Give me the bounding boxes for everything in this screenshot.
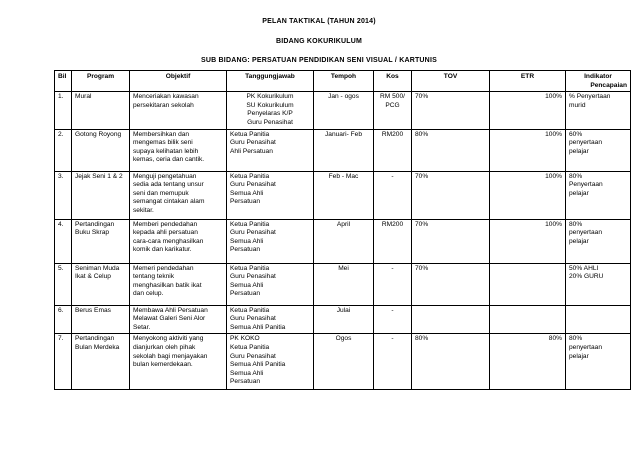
cell-indikator-line: pelajar xyxy=(569,237,589,245)
cell-bil xyxy=(55,263,72,305)
cell-objektif xyxy=(130,129,227,171)
cell-indikator-line: Penyertaan xyxy=(569,181,603,189)
cell-indikator-line: 80% xyxy=(569,335,583,343)
cell-indikator-line: pelajar xyxy=(569,189,589,197)
cell-tanggungjawab-line: PK Kokurikulum xyxy=(246,93,294,101)
col-header-indikator xyxy=(566,71,631,92)
cell-bil-line: 3. xyxy=(58,172,64,180)
cell-tanggungjawab-line: Persatuan xyxy=(230,198,261,206)
col-header-objektif: Objektif xyxy=(130,71,227,92)
cell-kos-line: RM200 xyxy=(381,220,404,228)
cell-bil-line: 1. xyxy=(58,93,64,101)
table-row xyxy=(55,263,631,305)
cell-tanggungjawab xyxy=(227,219,314,263)
cell-tanggungjawab-line: Guru Penasihat xyxy=(230,181,276,189)
cell-program xyxy=(72,263,130,305)
cell-tanggungjawab xyxy=(227,334,314,390)
col-header-program: Program xyxy=(72,71,130,92)
cell-tanggungjawab-line: Penyelaras K/P xyxy=(247,110,293,118)
cell-bil xyxy=(55,219,72,263)
cell-bil xyxy=(55,129,72,171)
cell-etr-line: 100% xyxy=(545,172,562,180)
cell-tanggungjawab-line: Persatuan xyxy=(230,246,261,254)
cell-indikator-line: penyertaan xyxy=(569,139,602,147)
table-row xyxy=(55,219,631,263)
cell-tanggungjawab-line: Guru Penasihat xyxy=(230,273,276,281)
cell-tempoh xyxy=(314,171,374,219)
cell-etr xyxy=(490,92,566,129)
cell-objektif xyxy=(130,334,227,390)
cell-kos-line: - xyxy=(391,306,394,314)
cell-indikator-line: % Penyertaan xyxy=(569,93,611,101)
cell-tov xyxy=(412,171,490,219)
cell-program xyxy=(72,305,130,334)
table-row xyxy=(55,92,631,129)
cell-tanggungjawab-line: Guru Penasihat xyxy=(230,229,276,237)
cell-kos-line: RM200 xyxy=(381,130,404,138)
tactical-plan-table xyxy=(54,70,631,390)
cell-tanggungjawab-line: Guru Penasihat xyxy=(230,315,276,323)
col-header-kos: Kos xyxy=(374,71,412,92)
cell-objektif xyxy=(130,219,227,263)
cell-tanggungjawab xyxy=(227,171,314,219)
cell-objektif-line: Memeri pendedahan xyxy=(133,264,194,272)
cell-program xyxy=(72,334,130,390)
cell-indikator xyxy=(566,129,631,171)
cell-tempoh-line: Feb - Mac xyxy=(328,172,359,180)
cell-indikator xyxy=(566,305,631,334)
cell-kos-line: - xyxy=(391,335,394,343)
cell-kos-line: PCG xyxy=(385,101,400,109)
cell-tov xyxy=(412,92,490,129)
cell-tanggungjawab-line: Semua Ahli xyxy=(230,369,264,377)
col-header-indikator-line2: Pencapaian xyxy=(590,81,627,89)
cell-indikator-line: 80% xyxy=(569,220,583,228)
cell-tempoh-line: Mei xyxy=(338,264,349,272)
cell-objektif-line: Menceriakan kawasan xyxy=(133,93,199,101)
cell-tanggungjawab-line: Semua Ahli Panitia xyxy=(230,361,286,369)
cell-indikator-line: murid xyxy=(569,101,586,109)
cell-tov-line: 80% xyxy=(415,130,429,138)
cell-objektif-line: persekitaran sekolah xyxy=(133,101,194,109)
cell-tanggungjawab-line: Ahli Persatuan xyxy=(230,147,273,155)
cell-tanggungjawab xyxy=(227,129,314,171)
cell-tanggungjawab-line: SU Kokurikulum xyxy=(246,101,294,109)
cell-program xyxy=(72,129,130,171)
cell-indikator-line: 60% xyxy=(569,130,583,138)
table-row xyxy=(55,305,631,334)
cell-etr xyxy=(490,219,566,263)
cell-program xyxy=(72,92,130,129)
cell-program xyxy=(72,171,130,219)
section-title: SUB BIDANG: PERSATUAN PENDIDIKAN SENI VISUAL / KARTUNIS xyxy=(201,57,437,64)
cell-indikator xyxy=(566,219,631,263)
cell-tempoh-line: Ogos xyxy=(335,335,352,343)
cell-etr-line: 100% xyxy=(545,220,562,228)
cell-bil-line: 5. xyxy=(58,264,64,272)
cell-objektif-line: komik dan karikatur. xyxy=(133,246,192,254)
cell-bil xyxy=(55,171,72,219)
cell-kos xyxy=(374,263,412,305)
cell-objektif-line: Menguji pengetahuan xyxy=(133,172,197,180)
table-row xyxy=(55,129,631,171)
cell-tempoh xyxy=(314,334,374,390)
cell-tempoh xyxy=(314,263,374,305)
page-subtitle: BIDANG KOKURIKULUM xyxy=(275,38,363,45)
cell-tov-line: 70% xyxy=(415,93,429,101)
cell-kos xyxy=(374,334,412,390)
cell-objektif-line: dan celup. xyxy=(133,290,164,298)
cell-objektif-line: supaya kelihatan lebih xyxy=(133,147,199,155)
cell-kos xyxy=(374,305,412,334)
cell-tov-line: 70% xyxy=(415,172,429,180)
cell-tanggungjawab-line: Persatuan xyxy=(230,290,261,298)
cell-objektif-line: sedia ada tentang unsur xyxy=(133,181,204,189)
cell-etr xyxy=(490,334,566,390)
cell-etr xyxy=(490,263,566,305)
table-row xyxy=(55,334,631,390)
cell-objektif-line: bulan kemerdekaan. xyxy=(133,361,193,369)
cell-bil xyxy=(55,334,72,390)
cell-tanggungjawab-line: Ketua Panitia xyxy=(230,130,270,138)
cell-program-line: Pertandingan Buku Skrap xyxy=(75,220,115,237)
cell-objektif-line: tentang teknik xyxy=(133,273,175,281)
col-header-bil: Bil xyxy=(55,71,72,92)
cell-tanggungjawab-line: Ketua Panitia xyxy=(230,343,270,351)
cell-tanggungjawab-line: Semua Ahli xyxy=(230,281,264,289)
cell-tanggungjawab xyxy=(227,92,314,129)
cell-tempoh-line: April xyxy=(336,220,351,228)
cell-bil xyxy=(55,92,72,129)
cell-indikator-line: penyertaan xyxy=(569,229,602,237)
cell-indikator xyxy=(566,171,631,219)
cell-objektif-line: Melawat Galeri Seni Alor xyxy=(133,315,206,323)
page-title: PELAN TAKTIKAL (TAHUN 2014) xyxy=(262,18,376,25)
cell-indikator-line: 50% AHLI xyxy=(569,264,599,272)
cell-tov-line: 70% xyxy=(415,264,429,272)
table-row xyxy=(55,171,631,219)
cell-objektif-line: cara-cara menghasilkan xyxy=(133,237,204,245)
cell-objektif xyxy=(130,171,227,219)
cell-program-line: Gotong Royong xyxy=(75,130,122,138)
cell-tov xyxy=(412,305,490,334)
cell-indikator xyxy=(566,92,631,129)
cell-tanggungjawab-line: Guru Penasihat xyxy=(247,118,293,126)
cell-kos-line: - xyxy=(391,172,394,180)
cell-objektif-line: Menyokong aktiviti yang xyxy=(133,335,204,343)
cell-indikator-line: 80% xyxy=(569,172,583,180)
col-header-indikator-line1: Indikator xyxy=(584,73,612,80)
cell-kos-line: - xyxy=(391,264,394,272)
cell-objektif-line: Membersihkan dan xyxy=(133,130,190,138)
cell-etr-line: 100% xyxy=(545,130,562,138)
cell-tov xyxy=(412,129,490,171)
cell-indikator-line: pelajar xyxy=(569,147,589,155)
cell-tempoh xyxy=(314,305,374,334)
cell-kos xyxy=(374,219,412,263)
cell-program-line: Jejak Seni 1 & 2 xyxy=(75,172,123,180)
cell-etr-line: 80% xyxy=(548,335,562,343)
cell-objektif xyxy=(130,263,227,305)
cell-objektif-line: Memberi pendedahan xyxy=(133,220,198,228)
cell-tanggungjawab-line: Semua Ahli xyxy=(230,189,264,197)
cell-indikator xyxy=(566,334,631,390)
cell-objektif-line: Setar. xyxy=(133,323,151,331)
cell-tov xyxy=(412,219,490,263)
cell-etr xyxy=(490,171,566,219)
cell-bil-line: 7. xyxy=(58,335,64,343)
cell-tanggungjawab xyxy=(227,305,314,334)
cell-bil-line: 4. xyxy=(58,220,64,228)
cell-tanggungjawab-line: Persatuan xyxy=(230,378,261,386)
cell-objektif-line: sekolah bagi menjayakan xyxy=(133,352,208,360)
cell-tanggungjawab-line: Ketua Panitia xyxy=(230,172,270,180)
cell-indikator-line: 20% GURU xyxy=(569,273,604,281)
cell-objektif-line: mengemas bilik seni xyxy=(133,139,193,147)
cell-objektif-line: menghasilkan batik ikat xyxy=(133,281,202,289)
col-header-tov: TOV xyxy=(412,71,490,92)
col-header-tanggungjawab: Tanggungjawab xyxy=(227,71,314,92)
cell-etr-line: 100% xyxy=(545,93,562,101)
cell-bil xyxy=(55,305,72,334)
cell-tanggungjawab-line: Guru Penasihat xyxy=(230,139,276,147)
cell-tempoh-line: Januari- Feb xyxy=(324,130,363,138)
cell-objektif-line: kemas, ceria dan cantik. xyxy=(133,156,205,164)
cell-objektif xyxy=(130,305,227,334)
cell-indikator-line: penyertaan xyxy=(569,343,602,351)
cell-kos-line: RM 500/ xyxy=(380,93,405,101)
cell-kos xyxy=(374,92,412,129)
col-header-etr: ETR xyxy=(490,71,566,92)
cell-tanggungjawab-line: Ketua Panitia xyxy=(230,264,270,272)
cell-tempoh-line: Jan - ogos xyxy=(328,93,359,101)
cell-objektif xyxy=(130,92,227,129)
table-body xyxy=(55,92,631,390)
cell-tanggungjawab-line: Semua Ahli Panitia xyxy=(230,323,286,331)
col-header-tempoh: Tempoh xyxy=(314,71,374,92)
cell-tov xyxy=(412,263,490,305)
cell-bil-line: 6. xyxy=(58,306,64,314)
cell-indikator xyxy=(566,263,631,305)
cell-tov-line: 80% xyxy=(415,335,429,343)
cell-objektif-line: seni dan memupuk xyxy=(133,189,189,197)
cell-objektif-line: dianjurkan oleh pihak xyxy=(133,343,196,351)
cell-program xyxy=(72,219,130,263)
cell-tempoh xyxy=(314,92,374,129)
cell-tanggungjawab-line: Ketua Panitia xyxy=(230,220,270,228)
cell-objektif-line: semangat cintakan alam xyxy=(133,198,205,206)
cell-etr xyxy=(490,129,566,171)
cell-bil-line: 2. xyxy=(58,130,64,138)
cell-program-line: Mural xyxy=(75,93,92,101)
cell-tempoh-line: Julai xyxy=(336,306,351,314)
cell-kos xyxy=(374,171,412,219)
cell-kos xyxy=(374,129,412,171)
cell-objektif-line: sekitar. xyxy=(133,206,154,214)
cell-program-line: Berus Emas xyxy=(75,306,111,314)
cell-tanggungjawab-line: PK KOKO xyxy=(230,335,260,343)
cell-tanggungjawab xyxy=(227,263,314,305)
cell-tanggungjawab-line: Ketua Panitia xyxy=(230,306,270,314)
cell-tov xyxy=(412,334,490,390)
cell-tov-line: 70% xyxy=(415,220,429,228)
cell-tempoh xyxy=(314,129,374,171)
cell-program-line: Seniman Muda Ikat & Celup xyxy=(75,264,120,281)
cell-objektif-line: kepada ahli persatuan xyxy=(133,229,198,237)
table-header-row xyxy=(55,71,631,92)
cell-tanggungjawab-line: Guru Penasihat xyxy=(230,352,276,360)
cell-tempoh xyxy=(314,219,374,263)
cell-tanggungjawab-line: Semua Ahli xyxy=(230,237,264,245)
cell-etr xyxy=(490,305,566,334)
cell-program-line: Pertandingan Bulan Merdeka xyxy=(75,335,120,351)
cell-indikator-line: pelajar xyxy=(569,352,589,360)
cell-objektif-line: Membawa Ahli Persatuan xyxy=(133,306,208,314)
